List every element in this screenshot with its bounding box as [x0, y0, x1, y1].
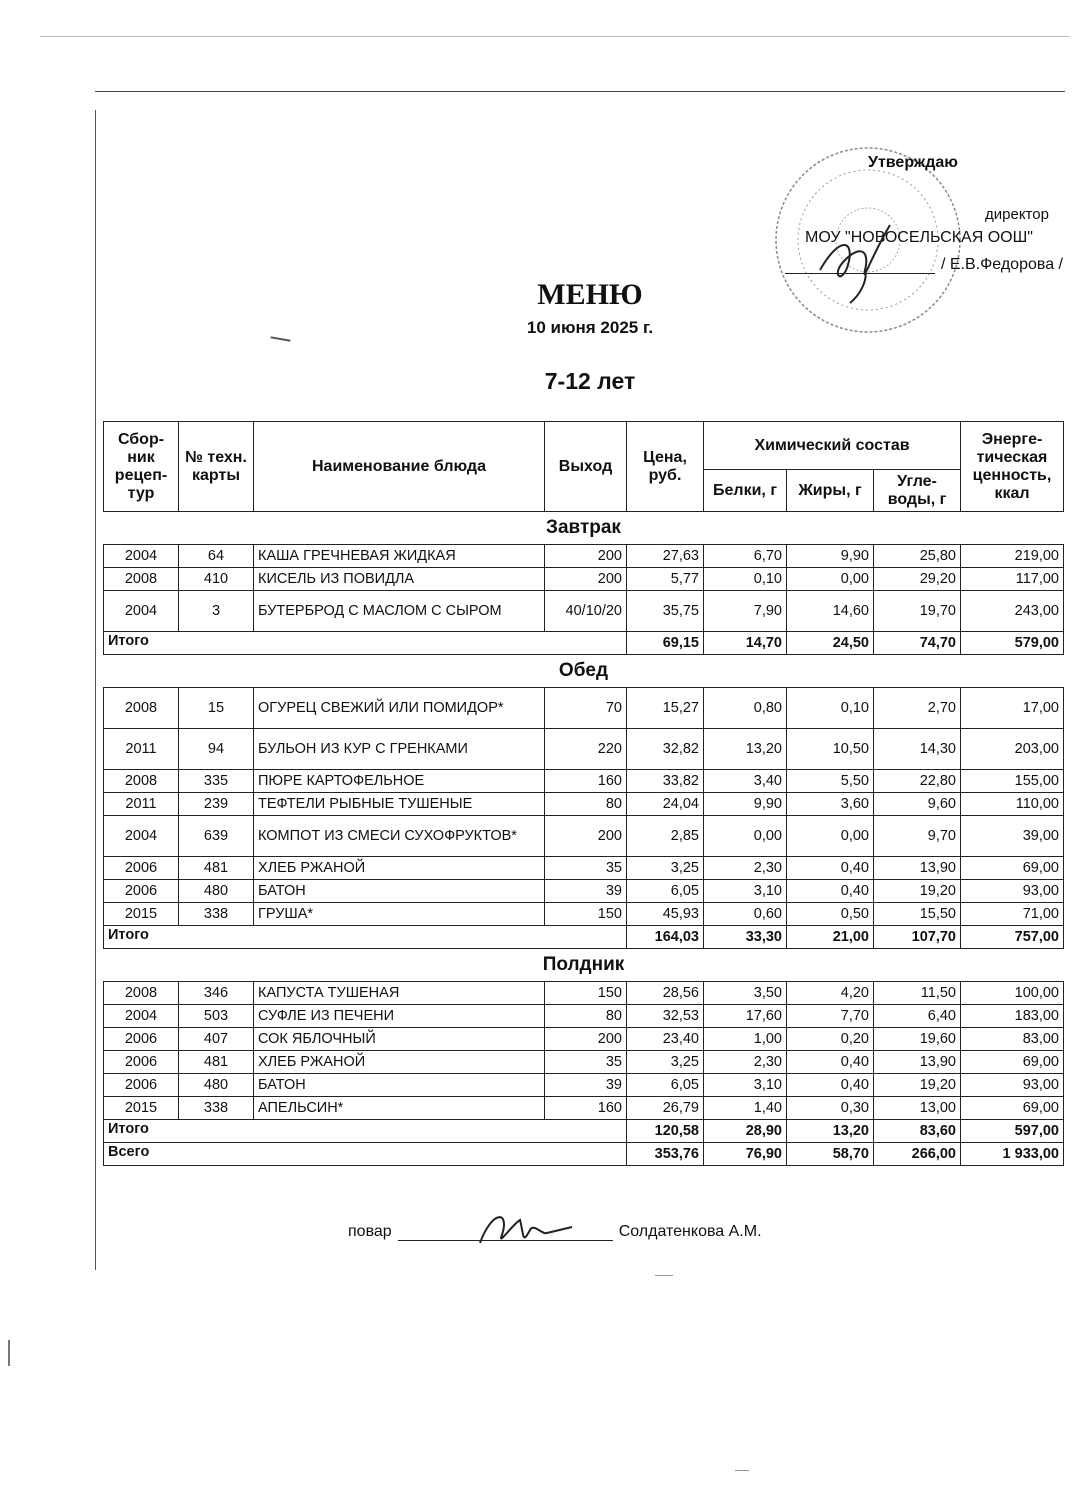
cell-energy: 117,00 — [961, 568, 1064, 591]
cell-card: 407 — [179, 1028, 254, 1051]
total-label: Всего — [104, 1143, 627, 1166]
scan-mark — [655, 1275, 673, 1276]
cell-yield: 70 — [545, 688, 627, 729]
cell-fat: 0,50 — [787, 903, 874, 926]
total-label: Итого — [104, 632, 627, 655]
cell-energy: 69,00 — [961, 1097, 1064, 1120]
cell-card: 335 — [179, 770, 254, 793]
cell-yield: 200 — [545, 568, 627, 591]
cell-card: 239 — [179, 793, 254, 816]
col-protein: Белки, г — [704, 470, 787, 512]
total-protein: 28,90 — [704, 1120, 787, 1143]
cell-energy: 69,00 — [961, 857, 1064, 880]
cell-energy: 100,00 — [961, 982, 1064, 1005]
cell-price: 5,77 — [627, 568, 704, 591]
approval-signer-name: / Е.В.Федорова / — [941, 256, 1063, 273]
cell-price: 15,27 — [627, 688, 704, 729]
cell-name: СУФЛЕ ИЗ ПЕЧЕНИ — [254, 1005, 545, 1028]
cell-name: ТЕФТЕЛИ РЫБНЫЕ ТУШЕНЫЕ — [254, 793, 545, 816]
table-row — [104, 793, 1064, 816]
cell-carbs: 19,70 — [874, 591, 961, 632]
cell-collection: 2015 — [104, 1097, 179, 1120]
cell-fat: 0,00 — [787, 568, 874, 591]
table-row — [104, 1005, 1064, 1028]
total-energy: 597,00 — [961, 1120, 1064, 1143]
cell-yield: 150 — [545, 903, 627, 926]
cell-price: 24,04 — [627, 793, 704, 816]
cell-protein: 0,00 — [704, 816, 787, 857]
table-row — [104, 903, 1064, 926]
cell-collection: 2006 — [104, 1051, 179, 1074]
cell-price: 3,25 — [627, 857, 704, 880]
col-name: Наименование блюда — [254, 422, 545, 512]
cell-protein: 1,00 — [704, 1028, 787, 1051]
cell-fat: 0,40 — [787, 880, 874, 903]
cell-energy: 110,00 — [961, 793, 1064, 816]
table-row — [104, 545, 1064, 568]
menu-table — [103, 421, 1064, 1166]
total-protein: 76,90 — [704, 1143, 787, 1166]
cook-name: Солдатенкова А.М. — [618, 1223, 762, 1240]
table-row — [104, 857, 1064, 880]
cell-protein: 9,90 — [704, 793, 787, 816]
cell-card: 639 — [179, 816, 254, 857]
cell-name: ОГУРЕЦ СВЕЖИЙ ИЛИ ПОМИДОР* — [254, 688, 545, 729]
cell-card: 94 — [179, 729, 254, 770]
total-energy: 579,00 — [961, 632, 1064, 655]
cell-protein: 7,90 — [704, 591, 787, 632]
total-fat: 58,70 — [787, 1143, 874, 1166]
total-label: Итого — [104, 926, 627, 949]
section-total-row — [104, 926, 1064, 949]
cell-collection: 2004 — [104, 591, 179, 632]
total-price: 164,03 — [627, 926, 704, 949]
cell-protein: 1,40 — [704, 1097, 787, 1120]
cell-collection: 2006 — [104, 1074, 179, 1097]
total-carbs: 74,70 — [874, 632, 961, 655]
cell-carbs: 13,90 — [874, 857, 961, 880]
cell-yield: 160 — [545, 770, 627, 793]
cell-price: 3,25 — [627, 1051, 704, 1074]
cell-protein: 0,10 — [704, 568, 787, 591]
cell-carbs: 29,20 — [874, 568, 961, 591]
table-row — [104, 688, 1064, 729]
cell-carbs: 19,20 — [874, 1074, 961, 1097]
cell-carbs: 14,30 — [874, 729, 961, 770]
cell-name: ХЛЕБ РЖАНОЙ — [254, 857, 545, 880]
cell-protein: 3,10 — [704, 1074, 787, 1097]
cell-energy: 93,00 — [961, 1074, 1064, 1097]
cell-card: 410 — [179, 568, 254, 591]
cell-price: 2,85 — [627, 816, 704, 857]
table-row — [104, 982, 1064, 1005]
total-fat: 13,20 — [787, 1120, 874, 1143]
cell-card: 338 — [179, 903, 254, 926]
cell-protein: 13,20 — [704, 729, 787, 770]
cell-price: 33,82 — [627, 770, 704, 793]
cell-fat: 10,50 — [787, 729, 874, 770]
approval-title: Утверждаю — [868, 154, 958, 171]
col-yield: Выход — [545, 422, 627, 512]
cell-carbs: 13,90 — [874, 1051, 961, 1074]
total-price: 120,58 — [627, 1120, 704, 1143]
col-card: № техн. карты — [179, 422, 254, 512]
table-row — [104, 729, 1064, 770]
cell-fat: 0,40 — [787, 1051, 874, 1074]
cell-card: 481 — [179, 857, 254, 880]
cell-protein: 3,40 — [704, 770, 787, 793]
cell-name: КАПУСТА ТУШЕНАЯ — [254, 982, 545, 1005]
approval-organization: МОУ "НОВОСЕЛЬСКАЯ ООШ" — [805, 229, 1033, 246]
col-fat: Жиры, г — [787, 470, 874, 512]
cell-protein: 0,60 — [704, 903, 787, 926]
table-row — [104, 880, 1064, 903]
cell-card: 64 — [179, 545, 254, 568]
cell-card: 480 — [179, 880, 254, 903]
cell-energy: 69,00 — [961, 1051, 1064, 1074]
cell-fat: 7,70 — [787, 1005, 874, 1028]
cell-collection: 2006 — [104, 1028, 179, 1051]
menu-table-body — [104, 512, 1064, 1166]
cell-name: БУЛЬОН ИЗ КУР С ГРЕНКАМИ — [254, 729, 545, 770]
table-row — [104, 591, 1064, 632]
cell-name: ПЮРЕ КАРТОФЕЛЬНОЕ — [254, 770, 545, 793]
scan-mark — [269, 336, 290, 347]
cell-price: 27,63 — [627, 545, 704, 568]
cell-name: БУТЕРБРОД С МАСЛОМ С СЫРОМ — [254, 591, 545, 632]
signature-underline — [398, 1226, 613, 1241]
section-title: Завтрак — [104, 512, 1064, 545]
cell-card: 503 — [179, 1005, 254, 1028]
cell-collection: 2011 — [104, 793, 179, 816]
cell-collection: 2015 — [104, 903, 179, 926]
cell-yield: 39 — [545, 1074, 627, 1097]
cell-carbs: 9,60 — [874, 793, 961, 816]
section-header — [104, 655, 1064, 688]
cell-yield: 35 — [545, 857, 627, 880]
cell-name: ХЛЕБ РЖАНОЙ — [254, 1051, 545, 1074]
cell-yield: 80 — [545, 1005, 627, 1028]
col-price: Цена, руб. — [627, 422, 704, 512]
section-total-row — [104, 1120, 1064, 1143]
cell-protein: 6,70 — [704, 545, 787, 568]
cell-price: 32,53 — [627, 1005, 704, 1028]
table-row — [104, 1051, 1064, 1074]
total-protein: 33,30 — [704, 926, 787, 949]
table-row — [104, 1028, 1064, 1051]
cell-protein: 17,60 — [704, 1005, 787, 1028]
section-total-row — [104, 632, 1064, 655]
cell-collection: 2008 — [104, 770, 179, 793]
total-energy: 1 933,00 — [961, 1143, 1064, 1166]
page-title: МЕНЮ — [537, 278, 643, 311]
cell-card: 338 — [179, 1097, 254, 1120]
total-carbs: 107,70 — [874, 926, 961, 949]
cell-name: КАША ГРЕЧНЕВАЯ ЖИДКАЯ — [254, 545, 545, 568]
total-fat: 24,50 — [787, 632, 874, 655]
total-carbs: 266,00 — [874, 1143, 961, 1166]
cell-yield: 39 — [545, 880, 627, 903]
approval-role: директор — [985, 206, 1049, 223]
cell-collection: 2008 — [104, 568, 179, 591]
table-row — [104, 568, 1064, 591]
cell-carbs: 22,80 — [874, 770, 961, 793]
total-price: 353,76 — [627, 1143, 704, 1166]
cell-name: СОК ЯБЛОЧНЫЙ — [254, 1028, 545, 1051]
cell-card: 481 — [179, 1051, 254, 1074]
table-row — [104, 1097, 1064, 1120]
cell-price: 32,82 — [627, 729, 704, 770]
cell-energy: 71,00 — [961, 903, 1064, 926]
scan-edge — [95, 91, 1065, 92]
cell-yield: 200 — [545, 1028, 627, 1051]
cell-collection: 2004 — [104, 545, 179, 568]
cell-price: 6,05 — [627, 1074, 704, 1097]
col-collection: Сбор- ник рецеп- тур — [104, 422, 179, 512]
cell-carbs: 2,70 — [874, 688, 961, 729]
cell-yield: 35 — [545, 1051, 627, 1074]
cell-fat: 0,30 — [787, 1097, 874, 1120]
total-energy: 757,00 — [961, 926, 1064, 949]
scan-mark — [8, 1340, 10, 1366]
cell-carbs: 6,40 — [874, 1005, 961, 1028]
total-fat: 21,00 — [787, 926, 874, 949]
table-row — [104, 1074, 1064, 1097]
cell-name: БАТОН — [254, 880, 545, 903]
cell-yield: 220 — [545, 729, 627, 770]
menu-date: 10 июня 2025 г. — [526, 318, 654, 337]
cell-card: 480 — [179, 1074, 254, 1097]
cell-collection: 2006 — [104, 857, 179, 880]
col-chem: Химический состав — [704, 422, 961, 470]
cell-name: АПЕЛЬСИН* — [254, 1097, 545, 1120]
cell-carbs: 19,20 — [874, 880, 961, 903]
cell-fat: 0,00 — [787, 816, 874, 857]
cell-collection: 2008 — [104, 688, 179, 729]
cell-carbs: 19,60 — [874, 1028, 961, 1051]
cell-energy: 243,00 — [961, 591, 1064, 632]
total-protein: 14,70 — [704, 632, 787, 655]
cell-fat: 0,40 — [787, 857, 874, 880]
grand-total-row — [104, 1143, 1064, 1166]
cell-collection: 2004 — [104, 816, 179, 857]
cell-fat: 3,60 — [787, 793, 874, 816]
cell-price: 35,75 — [627, 591, 704, 632]
cell-collection: 2011 — [104, 729, 179, 770]
cell-price: 23,40 — [627, 1028, 704, 1051]
total-price: 69,15 — [627, 632, 704, 655]
cell-carbs: 15,50 — [874, 903, 961, 926]
cell-fat: 0,10 — [787, 688, 874, 729]
cell-fat: 14,60 — [787, 591, 874, 632]
cell-yield: 200 — [545, 816, 627, 857]
cell-yield: 40/10/20 — [545, 591, 627, 632]
cell-energy: 83,00 — [961, 1028, 1064, 1051]
cell-protein: 3,50 — [704, 982, 787, 1005]
age-group: 7-12 лет — [544, 368, 636, 394]
cell-carbs: 11,50 — [874, 982, 961, 1005]
cell-carbs: 13,00 — [874, 1097, 961, 1120]
cell-price: 45,93 — [627, 903, 704, 926]
cook-signature-line — [348, 1223, 762, 1241]
cell-card: 3 — [179, 591, 254, 632]
cell-name: БАТОН — [254, 1074, 545, 1097]
cell-price: 26,79 — [627, 1097, 704, 1120]
cell-yield: 160 — [545, 1097, 627, 1120]
cell-energy: 93,00 — [961, 880, 1064, 903]
cell-energy: 17,00 — [961, 688, 1064, 729]
cell-fat: 0,20 — [787, 1028, 874, 1051]
col-energy: Энерге- тическая ценность, ккал — [961, 422, 1064, 512]
cell-name: КОМПОТ ИЗ СМЕСИ СУХОФРУКТОВ* — [254, 816, 545, 857]
cell-collection: 2008 — [104, 982, 179, 1005]
cell-yield: 80 — [545, 793, 627, 816]
cell-yield: 150 — [545, 982, 627, 1005]
table-row — [104, 770, 1064, 793]
cell-fat: 9,90 — [787, 545, 874, 568]
cell-protein: 0,80 — [704, 688, 787, 729]
cell-energy: 39,00 — [961, 816, 1064, 857]
col-carbs: Угле- воды, г — [874, 470, 961, 512]
total-label: Итого — [104, 1120, 627, 1143]
cell-protein: 3,10 — [704, 880, 787, 903]
table-row — [104, 816, 1064, 857]
cell-price: 28,56 — [627, 982, 704, 1005]
cell-name: ГРУША* — [254, 903, 545, 926]
cell-yield: 200 — [545, 545, 627, 568]
cook-role: повар — [348, 1223, 392, 1240]
cell-fat: 5,50 — [787, 770, 874, 793]
section-header — [104, 949, 1064, 982]
cell-collection: 2004 — [104, 1005, 179, 1028]
cell-name: КИСЕЛЬ ИЗ ПОВИДЛА — [254, 568, 545, 591]
cell-carbs: 25,80 — [874, 545, 961, 568]
cell-energy: 203,00 — [961, 729, 1064, 770]
section-title: Полдник — [104, 949, 1064, 982]
section-header — [104, 512, 1064, 545]
cell-energy: 155,00 — [961, 770, 1064, 793]
scan-edge-top — [40, 36, 1070, 37]
cell-fat: 4,20 — [787, 982, 874, 1005]
cell-protein: 2,30 — [704, 857, 787, 880]
total-carbs: 83,60 — [874, 1120, 961, 1143]
cell-carbs: 9,70 — [874, 816, 961, 857]
cell-fat: 0,40 — [787, 1074, 874, 1097]
cell-card: 346 — [179, 982, 254, 1005]
cell-price: 6,05 — [627, 880, 704, 903]
cell-protein: 2,30 — [704, 1051, 787, 1074]
cell-energy: 219,00 — [961, 545, 1064, 568]
scan-mark — [735, 1470, 749, 1471]
cell-collection: 2006 — [104, 880, 179, 903]
cell-energy: 183,00 — [961, 1005, 1064, 1028]
cell-card: 15 — [179, 688, 254, 729]
section-title: Обед — [104, 655, 1064, 688]
